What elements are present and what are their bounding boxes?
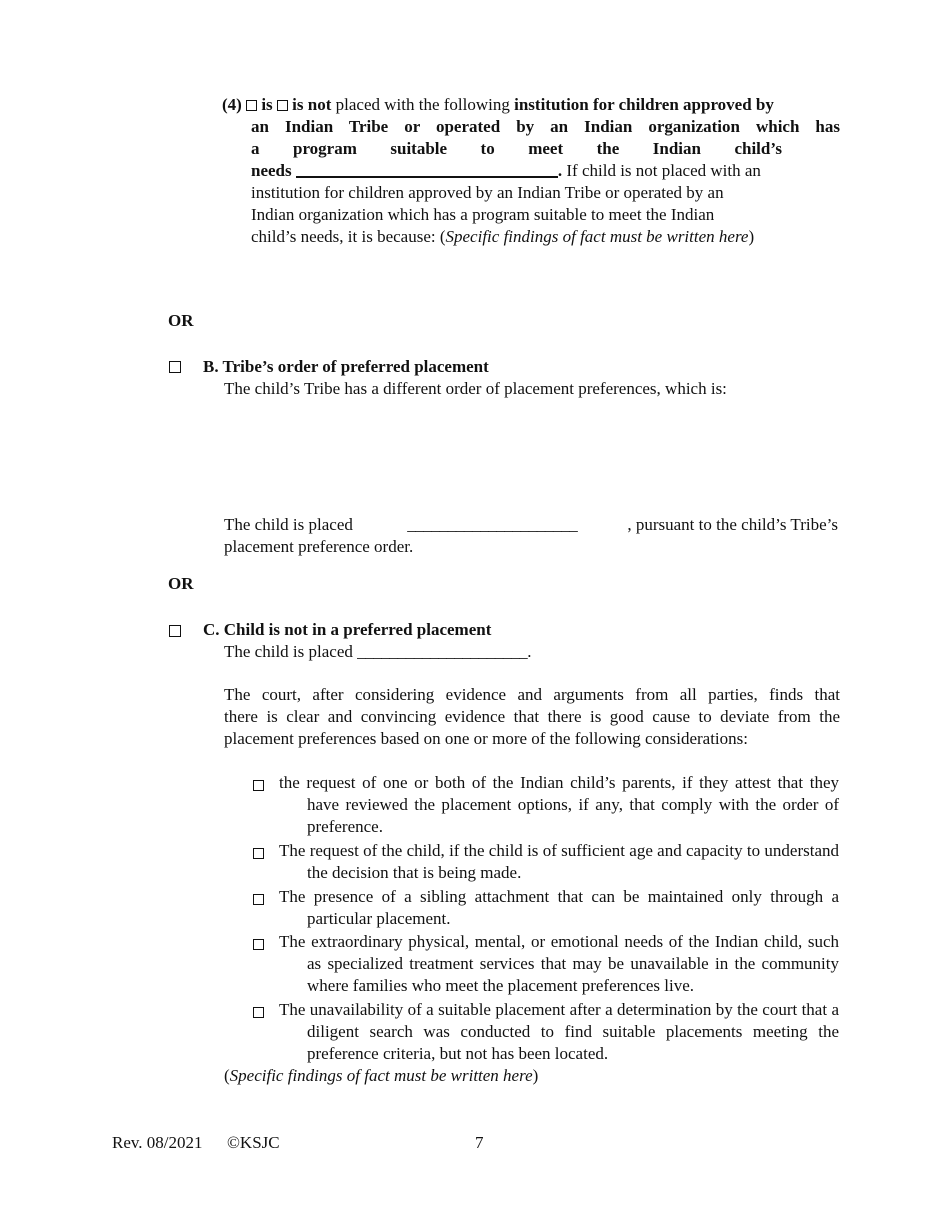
section-b-text: The child’s Tribe has a different order of placement preferences, which is: xyxy=(224,379,727,398)
section-4-text: placed with the following xyxy=(335,95,510,114)
section-b-placed-text-3: placement preference order. xyxy=(224,537,414,556)
section-4-text-1: If child is not placed with an xyxy=(566,161,761,180)
section-4-number: (4) xyxy=(222,95,242,114)
section-c-checkbox[interactable] xyxy=(169,620,181,642)
footer-page-number: 7 xyxy=(475,1133,484,1152)
section-4 xyxy=(222,94,840,248)
findings-paren-close: ) xyxy=(532,1066,539,1085)
or-separator-1: OR xyxy=(168,311,194,330)
consideration-text: The presence of a sibling attachment that can be maintained only through a particular placement. xyxy=(279,887,839,928)
is-not-label: is not xyxy=(292,95,332,114)
findings-text: Specific findings of fact must be written here xyxy=(229,1066,533,1085)
needs-period: . xyxy=(557,161,563,180)
consideration-checkbox[interactable] xyxy=(253,933,264,955)
section-4-text-7a: child’s needs, it is because: ( xyxy=(251,227,446,246)
section-b-heading: B. Tribe’s order of preferred placement xyxy=(203,357,489,376)
section-b-placed-text: The child is placed xyxy=(224,515,358,534)
section-4-line-1 xyxy=(222,94,840,116)
consideration-text: The request of the child, if the child is of sufficient age and capacity to understand the decision that is being made. xyxy=(279,841,839,882)
consideration-item xyxy=(253,886,839,930)
section-c-findings-note xyxy=(224,1065,538,1087)
or-separator-2: OR xyxy=(168,574,194,593)
section-4-text-7b: ) xyxy=(748,227,755,246)
court-line-3: placement preferences based on one or more of the following considerations: xyxy=(224,729,748,748)
section-b-placed xyxy=(224,514,838,558)
section-4-line-3: a program suitable to meet the Indian child’s xyxy=(251,139,782,158)
section-c-heading: C. Child is not in a preferred placement xyxy=(203,620,492,639)
footer-revision: Rev. 08/2021 xyxy=(112,1133,203,1152)
consideration-checkbox[interactable] xyxy=(253,774,264,796)
section-4-bold-text: institution for children approved by xyxy=(514,95,774,114)
section-c-placed-blank[interactable]: _____________________ xyxy=(357,642,528,661)
section-c-placed xyxy=(224,641,531,663)
section-b-placed-blank[interactable]: _____________________ xyxy=(407,515,578,534)
section-c-placed-text: The child is placed xyxy=(224,642,358,661)
consideration-text: The extraordinary physical, mental, or emotional needs of the Indian child, such as specialized treatment services that may be unavailable in the community where families who meet the placement preferences live. xyxy=(279,932,839,995)
court-line-1: The court, after considering evidence and arguments from all parties, finds that xyxy=(224,685,840,704)
consideration-text: the request of one or both of the Indian child’s parents, if they attest that they have reviewed the placement options, if any, that comply with the order of preference. xyxy=(279,773,839,836)
section-c-placed-period: . xyxy=(527,642,532,661)
consideration-checkbox[interactable] xyxy=(253,888,264,910)
section-4-findings: Specific findings of fact must be written here xyxy=(445,227,749,246)
consideration-item xyxy=(253,772,839,838)
section-b-checkbox[interactable] xyxy=(169,356,181,378)
consideration-item xyxy=(253,840,839,884)
is-not-checkbox[interactable] xyxy=(277,94,288,116)
is-checkbox[interactable] xyxy=(246,94,257,116)
consideration-checkbox[interactable] xyxy=(253,842,264,864)
consideration-item xyxy=(253,931,839,997)
court-line-2: there is clear and convincing evidence that there is good cause to deviate from the xyxy=(224,707,840,726)
findings-paren-open: ( xyxy=(224,1066,230,1085)
court-findings-paragraph xyxy=(224,684,840,750)
section-4-line-5: institution for children approved by an Indian Tribe or operated by an xyxy=(251,183,724,202)
section-4-line-4 xyxy=(251,160,840,182)
consideration-checkbox[interactable] xyxy=(253,1001,264,1023)
footer-copyright: ©KSJC xyxy=(227,1133,280,1152)
section-b-placed-text-2: , pursuant to the child’s Tribe’s xyxy=(627,515,838,534)
consideration-text: The unavailability of a suitable placement after a determination by the court that a diligent search was conducted to find suitable placements meeting the preference criteria, but not has been located. xyxy=(279,1000,839,1063)
needs-label: needs xyxy=(251,161,292,180)
section-4-line-7 xyxy=(251,226,840,248)
consideration-item xyxy=(253,999,839,1065)
section-4-line-2: an Indian Tribe or operated by an Indian organization which has xyxy=(251,117,840,136)
section-4-line-6: Indian organization which has a program suitable to meet the Indian xyxy=(251,205,715,224)
is-label: is xyxy=(261,95,273,114)
needs-blank[interactable] xyxy=(296,161,558,178)
